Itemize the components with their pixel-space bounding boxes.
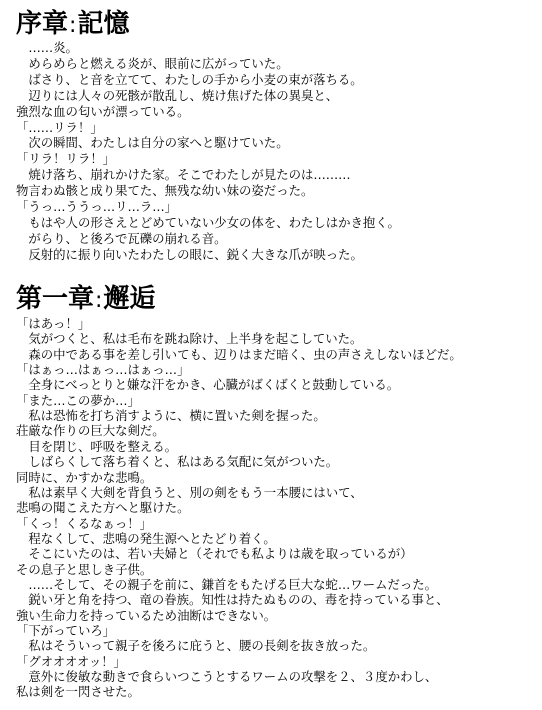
text-line: 荘厳な作りの巨大な剣だ。 (16, 423, 165, 439)
text-line: 気がつくと、私は毛布を跳ね除け、上半身を起こしていた。 (16, 331, 363, 347)
text-line: 森の中である事を差し引いても、辺りはまだ暗く、虫の声さえしないほどだ。 (16, 346, 462, 362)
text-line: がらり、と後ろで瓦礫の崩れる音。 (16, 230, 227, 246)
text-line: 「はぁっ…はぁっ…はぁっ…」 (16, 362, 190, 378)
text-line: 全身にべっとりと嫌な汗をかき、心臓がばくばくと鼓動している。 (16, 377, 400, 393)
text-line: 焼け落ち、崩れかけた家。そこでわたしが見たのは……… (16, 167, 351, 183)
text-line: 「リラ！リラ！」 (16, 151, 116, 167)
text-line: 反射的に振り向いたわたしの眼に、鋭く大きな爪が映った。 (16, 246, 363, 262)
chapter-heading-one (16, 283, 155, 315)
text-line: 目を閉じ、呼吸を整える。 (16, 438, 178, 454)
chapter-title: 邂逅 (103, 284, 156, 314)
text-line: 「グオオオオッ！」 (16, 653, 127, 669)
text-line: ……そして、その親子を前に、鎌首をもたげる巨大な蛇…ワームだった。 (16, 577, 438, 592)
text-line: 私は剣を一閃させた。 (16, 684, 140, 700)
text-line: 意外に俊敏な動きで食らいつこうとするワームの攻撃を２、３度かわし、 (16, 669, 438, 684)
chapter-label: 第一章 (16, 284, 95, 314)
text-line: もはや人の形さえとどめていない少女の体を、わたしはかき抱く。 (16, 214, 400, 230)
chapter-separator: : (95, 288, 103, 313)
text-line: 同時に、かすかな悲鳴。 (16, 469, 153, 485)
text-line: 悲鳴の聞こえた方へと駆けた。 (16, 500, 190, 516)
text-line: 「うっ…ううっ…リ…ラ…」 (16, 199, 178, 214)
text-line: そこにいたのは、若い夫婦と（それでも私よりは歳を取っているが） (16, 546, 413, 562)
text-line: 程なくして、悲鳴の発生源へとたどり着く。 (16, 530, 276, 546)
text-line: 私は素早く大剣を背負うと、別の剣をもう一本腰にはいて、 (16, 484, 363, 500)
text-line: 強烈な血の匂いが漂っている。 (16, 103, 190, 119)
text-line: 私は恐怖を打ち消すように、横に置いた剣を握った。 (16, 408, 326, 424)
text-line: 辺りには人々の死骸が散乱し、焼け焦げた体の異臭と、 (16, 87, 339, 103)
text-line: その息子と思しき子供。 (16, 561, 153, 577)
text-line: 「くっ！くるなぁっ！」 (16, 515, 153, 531)
text-line: 次の瞬間、わたしは自分の家へと駆けていた。 (16, 135, 289, 151)
text-line: めらめらと燃える炎が、眼前に広がっていた。 (16, 55, 289, 71)
text-line: しばらくして落ち着くと、私はある気配に気がついた。 (16, 454, 339, 470)
text-line: 「……リラ！」 (16, 119, 103, 135)
text-line: 物言わぬ骸と成り果てた、無残な幼い妹の姿だった。 (16, 183, 314, 199)
chapter-separator: : (69, 13, 77, 38)
chapter-title: 記憶 (77, 9, 130, 39)
text-line: 私はそういって親子を後ろに庇うと、腰の長剣を抜き放った。 (16, 638, 376, 654)
text-line: 「また…この夢か…」 (16, 392, 140, 408)
text-line: 強い生命力を持っているため油断はできない。 (16, 607, 277, 623)
text-line: 「下がっていろ」 (16, 623, 116, 638)
chapter-heading-prologue (16, 8, 129, 40)
chapter-label: 序章 (16, 9, 69, 39)
text-line: 「はあっ！」 (16, 316, 91, 331)
text-line: ばさり、と音を立てて、わたしの手から小麦の束が落ちる。 (16, 71, 363, 87)
text-line: ……炎。 (16, 40, 78, 55)
text-line: 鋭い牙と角を持つ、竜の眷族。知性は持たぬものの、毒を持っている事と、 (16, 592, 449, 608)
